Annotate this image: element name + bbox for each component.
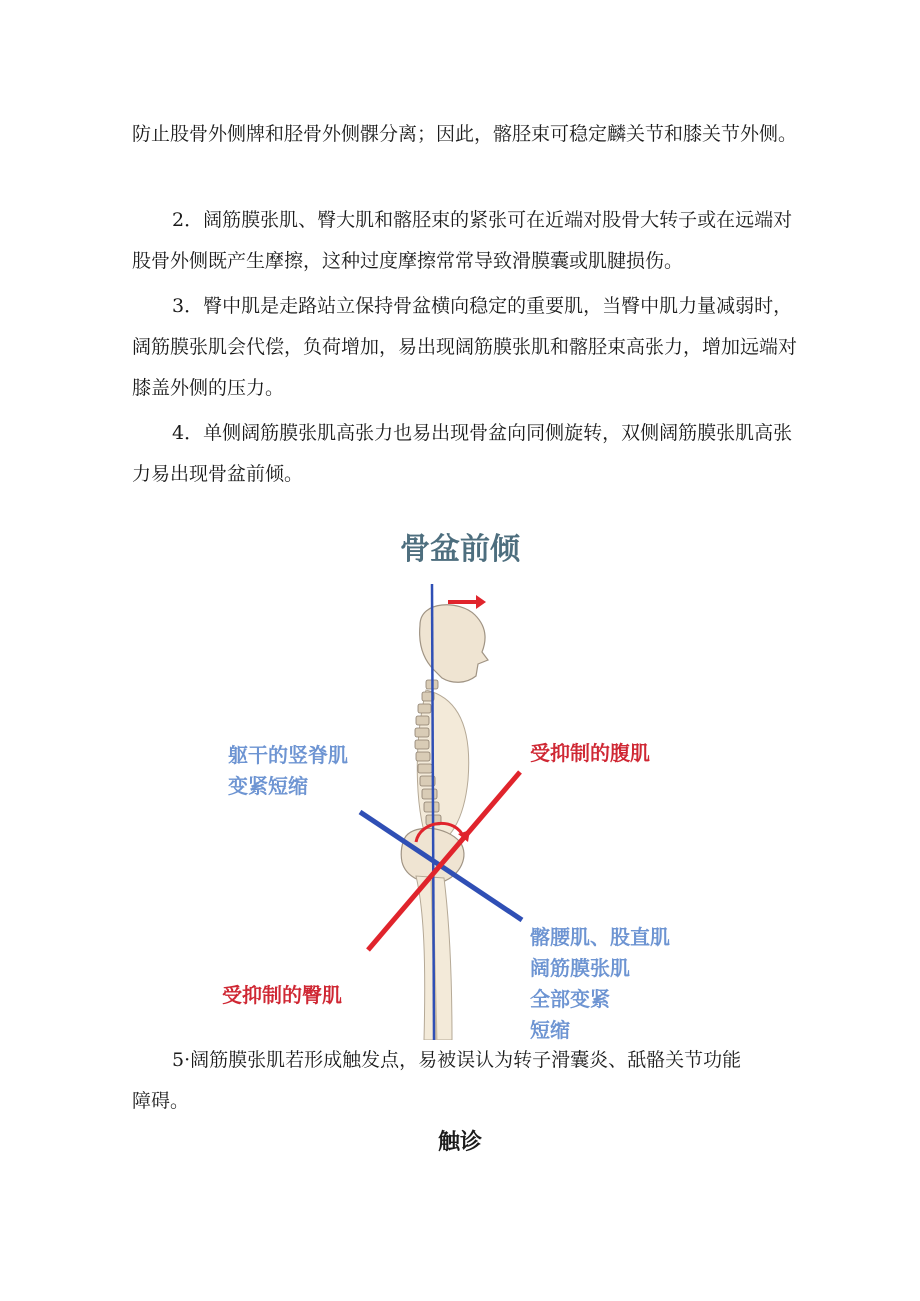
paragraph-2: 2．阔筋膜张肌、臀大肌和髂胫束的紧张可在近端对股骨大转子或在远端对股骨外侧既产生摩擦，这种过度摩擦常常导致滑膜囊或肌腱损伤。 bbox=[132, 209, 793, 272]
paragraph-1: 防止股骨外侧牌和胫骨外侧髁分离；因此，髂胫束可稳定麟关节和膝关节外侧。 bbox=[132, 123, 798, 145]
arrow-right-icon bbox=[476, 595, 486, 609]
label-erector-spinae: 躯干的竖脊肌 变紧短缩 bbox=[228, 743, 348, 798]
section-heading-palpation: 触诊 bbox=[437, 1130, 482, 1155]
paragraph-4: 4．单侧阔筋膜张肌高张力也易出现骨盆向同侧旋转，双侧阔筋膜张肌高张力易出现骨盆前倾。 bbox=[132, 422, 793, 485]
figure-title: 骨盆前倾 bbox=[400, 532, 520, 567]
label-glutes: 受抑制的臀肌 bbox=[222, 983, 342, 1007]
pelvic-tilt-figure bbox=[220, 580, 710, 1040]
paragraph-5: 5·阔筋膜张肌若形成触发点，易被误认为转子滑囊炎、舐骼关节功能障碍。 bbox=[132, 1049, 742, 1112]
skull-shape bbox=[420, 605, 488, 683]
paragraph-3: 3．臀中肌是走路站立保持骨盆横向稳定的重要肌，当臀中肌力量减弱时，阔筋膜张肌会代偿，负荷增加，易出现阔筋膜张肌和髂胫束高张力，增加远端对膝盖外侧的压力。 bbox=[132, 295, 798, 399]
label-abdominals: 受抑制的腹肌 bbox=[530, 741, 650, 765]
label-hip-flexors: 髂腰肌、股直肌 阔筋膜张肌 全部变紧 短缩 bbox=[530, 925, 670, 1042]
